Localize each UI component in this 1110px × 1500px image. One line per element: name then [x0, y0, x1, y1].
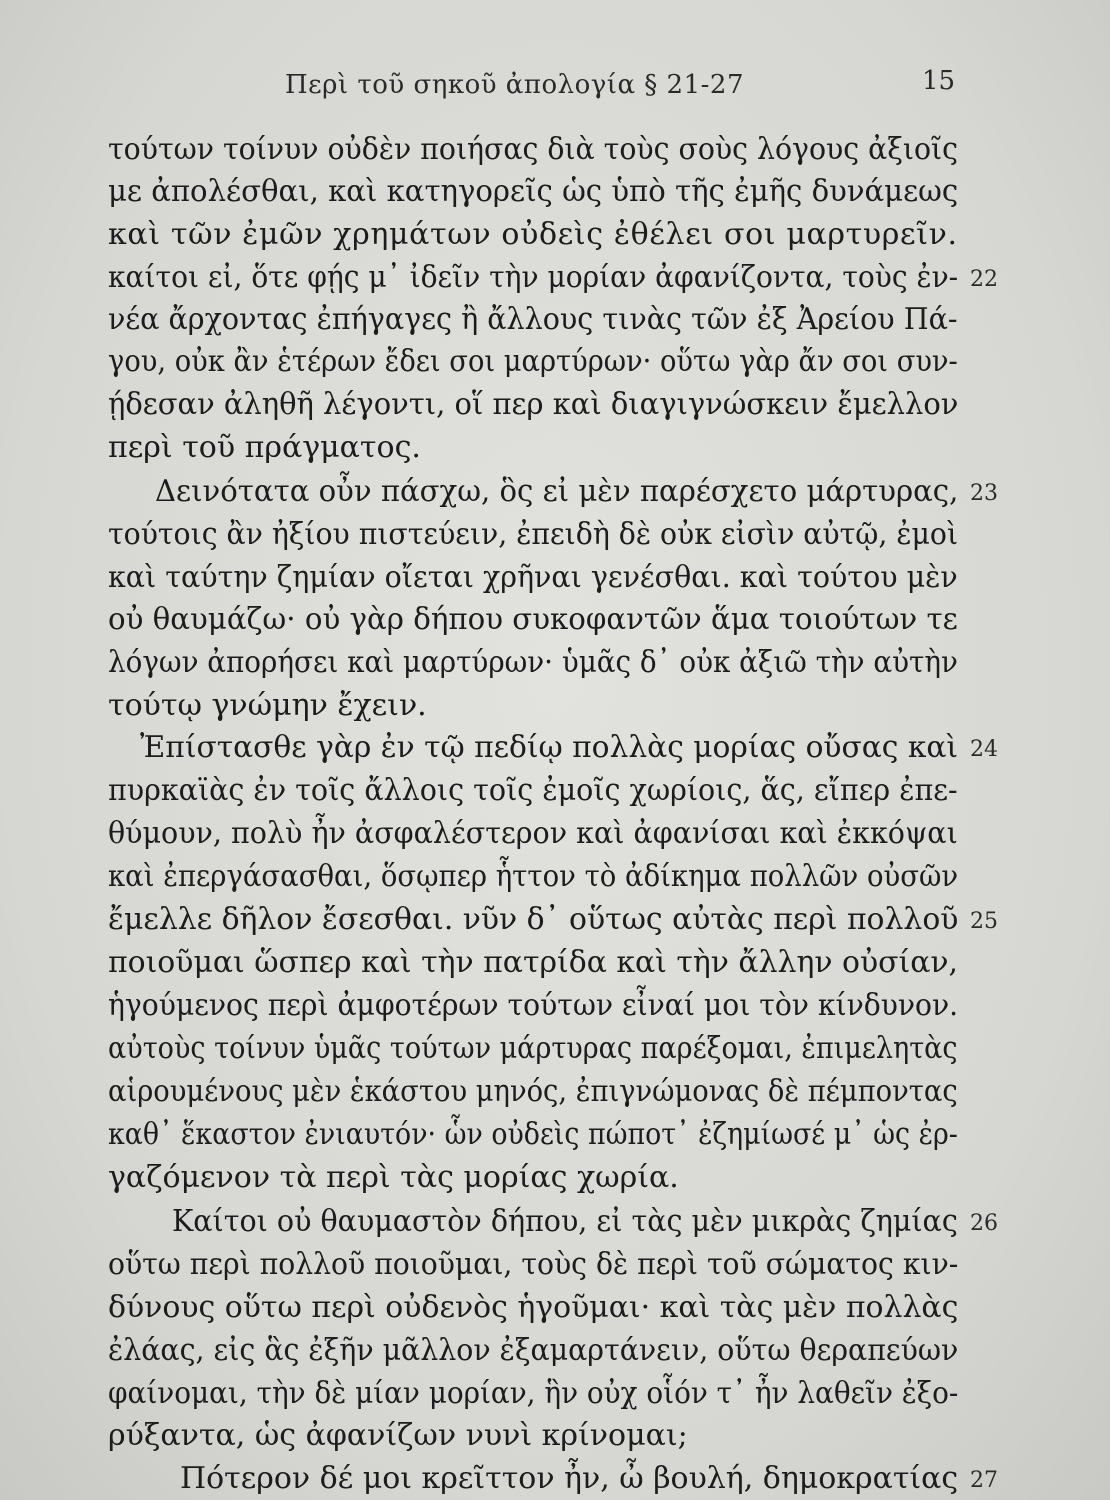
- line-text: θύμουν, πολὺ ἦν ἀσφαλέστερον καὶ ἀφανίσαι καὶ ἐκκόψαι: [108, 816, 958, 851]
- line-text: πυρκαϊὰς ἐν τοῖς ἄλλοις τοῖς ἐμοῖς χωρίοις, ἅς, εἴπερ ἐπε-: [108, 773, 958, 808]
- line-text: τούτῳ γνώμην ἔχειν.: [108, 688, 427, 723]
- text-line: [0, 1115, 1110, 1155]
- text-line: [0, 1288, 1110, 1328]
- text-line: [0, 130, 1110, 170]
- line-text: καὶ ἐπεργάσασθαι, ὅσῳπερ ἧττον τὸ ἀδίκημα πολλῶν οὐσῶν: [108, 859, 959, 894]
- line-text: καὶ ταύτην ζημίαν οἴεται χρῆναι γενέσθαι. καὶ τούτου μὲν: [108, 560, 958, 595]
- line-text: καίτοι εἰ, ὅτε φῄς μ᾽ ἰδεῖν τὴν μορίαν ἀφανίζοντα, τοὺς ἐν-: [108, 260, 959, 295]
- section-number: 22: [970, 267, 998, 292]
- text-line: [0, 1072, 1110, 1112]
- line-text: καθ᾽ ἕκαστον ἐνιαυτόν· ὧν οὐδεὶς πώποτ᾽ ἐζημίωσέ μ᾽ ὡς ἐρ-: [108, 1117, 958, 1152]
- text-line: [0, 943, 1110, 983]
- text-line: [0, 385, 1110, 425]
- line-text: νέα ἄρχοντας ἐπήγαγες ἢ ἄλλους τινὰς τῶν ἐξ Ἀρείου Πά-: [108, 302, 958, 337]
- text-line: [0, 172, 1110, 212]
- line-text: φαίνομαι, τὴν δὲ μίαν μορίαν, ἣν οὐχ οἷόν τ᾽ ἦν λαθεῖν ἐξο-: [108, 1376, 959, 1411]
- line-text: οὐ θαυμάζω· οὐ γὰρ δήπου συκοφαντῶν ἅμα τοιούτων τε: [108, 602, 958, 637]
- text-line: [0, 300, 1110, 340]
- text-line: [0, 1416, 1110, 1456]
- section-number: 24: [970, 737, 998, 762]
- section-number: 23: [970, 481, 998, 506]
- line-text: ποιοῦμαι ὥσπερ καὶ τὴν πατρίδα καὶ τὴν ἄλλην οὐσίαν,: [108, 945, 959, 980]
- text-line: [0, 258, 1110, 298]
- line-text: Ἐπίστασθε γὰρ ἐν τῷ πεδίῳ πολλὰς μορίας οὔσας καὶ: [140, 730, 959, 765]
- line-text: Καίτοι οὐ θαυμαστὸν δήπου, εἰ τὰς μὲν μικρὰς ζημίας: [172, 1204, 958, 1239]
- text-line: [0, 686, 1110, 726]
- line-text: ῄδεσαν ἀληθῆ λέγοντι, οἵ περ καὶ διαγιγνώσκειν ἔμελλον: [108, 387, 959, 422]
- text-line: [0, 728, 1110, 768]
- page-number: 15: [922, 66, 956, 96]
- text-line: [0, 1158, 1110, 1198]
- line-text: Πότερον δέ μοι κρεῖττον ἦν, ὦ βουλή, δημοκρατίας: [180, 1461, 959, 1496]
- line-text: Δεινότατα οὖν πάσχω, ὃς εἰ μὲν παρέσχετο μάρτυρας,: [155, 474, 959, 509]
- line-text: καὶ τῶν ἐμῶν χρημάτων οὐδεὶς ἐθέλει σοι μαρτυρεῖν.: [108, 217, 958, 252]
- text-line: [0, 342, 1110, 382]
- line-text: γαζόμενον τὰ περὶ τὰς μορίας χωρία.: [108, 1160, 679, 1195]
- running-head: Περὶ τοῦ σηκοῦ ἀπολογία § 21-27: [285, 70, 744, 100]
- line-text: ἔμελλε δῆλον ἔσεσθαι. νῦν δ᾽ οὕτως αὐτὰς περὶ πολλοῦ: [108, 902, 959, 937]
- text-line: [0, 1029, 1110, 1069]
- section-number: 27: [970, 1468, 998, 1493]
- text-line: [0, 515, 1110, 555]
- line-text: αἱρουμένους μὲν ἑκάστου μηνός, ἐπιγνώμονας δὲ πέμποντας: [108, 1074, 958, 1109]
- line-text: ἡγούμενος περὶ ἀμφοτέρων τούτων εἶναί μοι τὸν κίνδυνον.: [108, 988, 959, 1023]
- text-line: [0, 1245, 1110, 1285]
- text-line: [0, 1331, 1110, 1371]
- text-line: [0, 215, 1110, 255]
- text-line: [0, 814, 1110, 854]
- text-line: [0, 428, 1110, 468]
- line-text: λόγων ἀπορήσει καὶ μαρτύρων· ὑμᾶς δ᾽ οὐκ ἀξιῶ τὴν αὐτὴν: [108, 645, 958, 680]
- text-line: [0, 900, 1110, 940]
- line-text: δύνους οὕτω περὶ οὐδενὸς ἡγοῦμαι· καὶ τὰς μὲν πολλὰς: [108, 1290, 959, 1325]
- text-line: [0, 558, 1110, 598]
- line-text: αὐτοὺς τοίνυν ὑμᾶς τούτων μάρτυρας παρέξομαι, ἐπιμελητὰς: [108, 1031, 958, 1066]
- text-line: [0, 1459, 1110, 1499]
- text-line: [0, 857, 1110, 897]
- line-text: περὶ τοῦ πράγματος.: [108, 430, 421, 465]
- line-text: γου, οὐκ ἂν ἑτέρων ἔδει σοι μαρτύρων· οὕτω γὰρ ἄν σοι συν-: [108, 344, 958, 379]
- line-text: τούτων τοίνυν οὐδὲν ποιήσας διὰ τοὺς σοὺς λόγους ἀξιοῖς: [108, 132, 958, 167]
- line-text: ἐλάας, εἰς ἃς ἐξῆν μᾶλλον ἐξαμαρτάνειν, οὕτω θεραπεύων: [108, 1333, 959, 1368]
- text-line: [0, 986, 1110, 1026]
- line-text: τούτοις ἂν ἠξίου πιστεύειν, ἐπειδὴ δὲ οὐκ εἰσὶν αὐτῷ, ἐμοὶ: [108, 517, 959, 552]
- text-line: [0, 1202, 1110, 1242]
- line-text: οὕτω περὶ πολλοῦ ποιοῦμαι, τοὺς δὲ περὶ τοῦ σώματος κιν-: [108, 1247, 959, 1282]
- text-line: [0, 472, 1110, 512]
- line-text: ρύξαντα, ὡς ἀφανίζων νυνὶ κρίνομαι;: [108, 1418, 688, 1453]
- text-line: [0, 600, 1110, 640]
- text-line: [0, 771, 1110, 811]
- text-line: [0, 1374, 1110, 1414]
- text-line: [0, 643, 1110, 683]
- section-number: 26: [970, 1211, 998, 1236]
- line-text: με ἀπολέσθαι, καὶ κατηγορεῖς ὡς ὑπὸ τῆς ἐμῆς δυνάμεως: [108, 174, 959, 209]
- section-number: 25: [970, 909, 998, 934]
